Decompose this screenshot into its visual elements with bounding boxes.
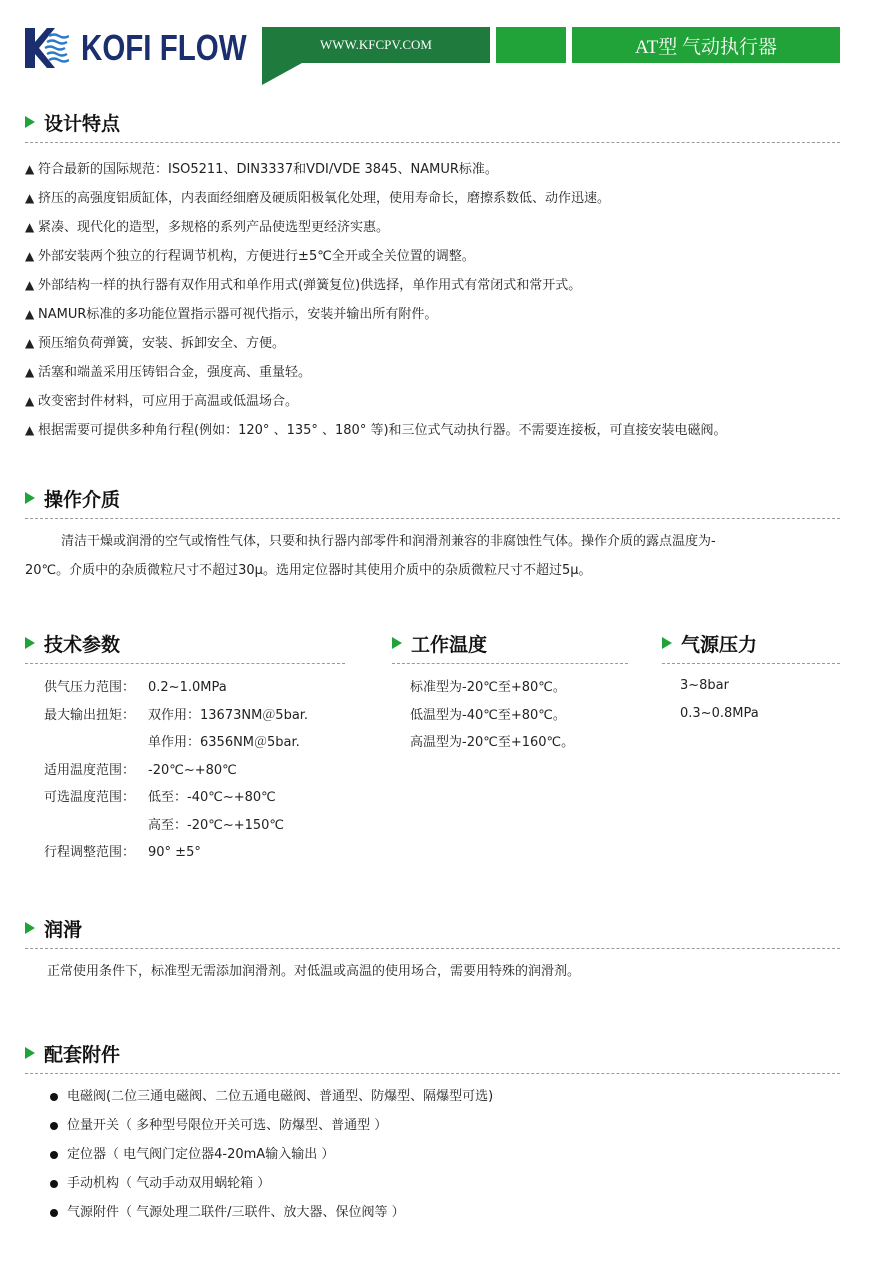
section-title: 工作温度: [411, 633, 488, 656]
triangle-bullet-icon: [25, 1047, 35, 1059]
triangle-bullet-icon: [392, 637, 402, 649]
temp-item: 高温型为-20℃至+160℃。: [410, 735, 575, 750]
bullet-dot-icon: [50, 1122, 58, 1130]
feature-item: ▲ NAMUR标准的多功能位置指示器可视代指示，安装并输出所有附件。: [25, 300, 840, 329]
header-block: [496, 27, 566, 63]
product-title: AT型 气动执行器: [572, 27, 840, 63]
accessory-item: 定位器（ 电气阀门定位器4-20mA输入输出 ）: [50, 1140, 840, 1169]
dashed-divider: [25, 142, 840, 143]
bullet-dot-icon: [50, 1209, 58, 1217]
section-operating-medium: [25, 485, 840, 585]
medium-text-line: 清洁干燥或润滑的空气或惰性气体，只要和执行器内部零件和润滑剂兼容的非腐蚀性气体。操作介质的露点温度为-: [61, 534, 716, 549]
lubrication-text: 正常使用条件下，标准型无需添加润滑剂。对低温或高温的使用场合，需要用特殊的润滑剂。: [47, 964, 581, 979]
dashed-divider: [25, 663, 345, 664]
kofi-logo-icon: [25, 28, 69, 68]
triangle-bullet-icon: [25, 922, 35, 934]
temp-item: 标准型为-20℃至+80℃。: [410, 680, 566, 695]
spec-row: 高至：-20℃~+150℃: [148, 817, 285, 833]
spec-row: 适用温度范围： -20℃~+80℃: [44, 762, 237, 778]
accessory-item: 电磁阀(二位三通电磁阀、二位五通电磁阀、普通型、防爆型、隔爆型可选): [50, 1082, 840, 1111]
feature-item: ▲ 紧凑、现代化的造型，多规格的系列产品使选型更经济实惠。: [25, 213, 840, 242]
pressure-item: 3~8bar: [680, 678, 729, 693]
feature-item: ▲ 符合最新的国际规范：ISO5211、DIN3337和VDI/VDE 3845、NAMUR标准。: [25, 155, 840, 184]
accessory-item: 气源附件（ 气源处理二联件/三联件、放大器、保位阀等 ）: [50, 1198, 840, 1227]
dashed-divider: [25, 948, 840, 949]
accessory-item: 手动机构（ 气动手动双用蜗轮箱 ）: [50, 1169, 840, 1198]
section-accessories: [25, 1040, 840, 1227]
section-title: 设计特点: [44, 112, 121, 135]
section-tech-params: [25, 630, 345, 867]
feature-item: ▲ 外部结构一样的执行器有双作用式和单作用式(弹簧复位)供选择，单作用式有常闭式和常开式。: [25, 271, 840, 300]
triangle-bullet-icon: [25, 637, 35, 649]
feature-item: ▲ 活塞和端盖采用压铸铝合金，强度高、重量轻。: [25, 358, 840, 387]
website-url[interactable]: WWW.KFCPV.COM: [262, 27, 490, 63]
spec-row: 最大输出扭矩： 双作用：13673NM＠5bar.: [44, 707, 309, 723]
medium-text-line: 20℃。介质中的杂质微粒尺寸不超过30μ。选用定位器时其使用介质中的杂质微粒尺寸不超过5μ。: [25, 563, 592, 578]
feature-item: ▲ 外部安装两个独立的行程调节机构，方便进行±5℃全开或全关位置的调整。: [25, 242, 840, 271]
triangle-bullet-icon: [25, 116, 35, 128]
feature-item: ▲ 预压缩负荷弹簧，安装、拆卸安全、方便。: [25, 329, 840, 358]
spec-row: 行程调整范围： 90° ±5°: [44, 845, 201, 860]
pressure-item: 0.3~0.8MPa: [680, 705, 759, 721]
section-design-features: [25, 109, 840, 445]
dashed-divider: [662, 663, 840, 664]
temp-item: 低温型为-40℃至+80℃。: [410, 707, 566, 723]
bullet-dot-icon: [50, 1093, 58, 1101]
bullet-dot-icon: [50, 1180, 58, 1188]
section-title: 操作介质: [44, 488, 121, 511]
bullet-dot-icon: [50, 1151, 58, 1159]
section-air-pressure: [662, 630, 840, 727]
brand-logo: [25, 26, 247, 70]
triangle-bullet-icon: [25, 492, 35, 504]
feature-item: ▲ 挤压的高强度铝质缸体，内表面经细磨及硬质阳极氧化处理，使用寿命长，磨擦系数低、动作迅速。: [25, 184, 840, 213]
section-title: 气源压力: [681, 633, 758, 656]
accessory-item: 位量开关（ 多种型号限位开关可选、防爆型、普通型 ）: [50, 1111, 840, 1140]
dashed-divider: [25, 518, 840, 519]
feature-item: ▲ 改变密封件材料，可应用于高温或低温场合。: [25, 387, 840, 416]
header-tab-tail: [262, 63, 302, 85]
triangle-bullet-icon: [662, 637, 672, 649]
section-title: 润滑: [44, 918, 83, 941]
spec-row: 单作用：6356NM＠5bar.: [148, 735, 300, 750]
dashed-divider: [392, 663, 628, 664]
section-working-temperature: [392, 630, 628, 757]
spec-row: 可选温度范围： 低至：-40℃~+80℃: [44, 790, 276, 805]
section-lubrication: [25, 915, 840, 986]
section-title: 配套附件: [44, 1043, 121, 1066]
feature-item: ▲ 根据需要可提供多种角行程(例如：120° 、135° 、180° 等)和三位式气动执行器。不需要连接板，可直接安装电磁阀。: [25, 416, 840, 445]
spec-row: 供气压力范围： 0.2~1.0MPa: [44, 680, 227, 695]
dashed-divider: [25, 1073, 840, 1074]
brand-name: KOFI FLOW: [81, 27, 247, 68]
section-title: 技术参数: [44, 633, 121, 656]
